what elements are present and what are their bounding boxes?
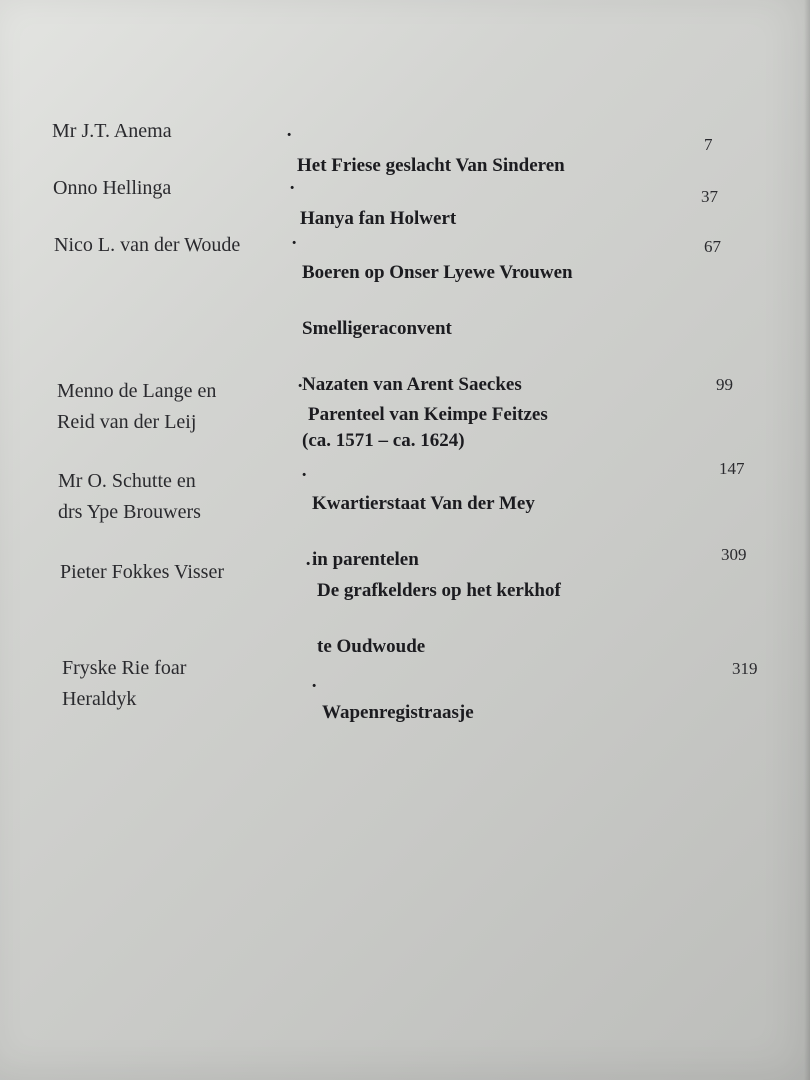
toc-title <box>322 671 474 755</box>
toc-page-number: 37 <box>701 187 718 206</box>
toc-title-line: Boeren op Onser Lyewe Vrouwen <box>302 262 573 283</box>
toc-bullet: · <box>301 465 308 486</box>
toc-page-number: 319 <box>732 659 758 678</box>
toc-title-line: Smelligeraconvent <box>302 318 452 339</box>
toc-author: Mr J.T. Anema <box>52 120 172 142</box>
toc-author: Onno Hellinga <box>53 177 172 199</box>
toc-title-line: Kwartierstaat Van der Mey <box>312 493 535 514</box>
toc-bullet: · <box>311 676 318 697</box>
toc-title-line: De grafkelders op het kerkhof <box>317 580 561 601</box>
toc-page-number: 147 <box>719 459 745 478</box>
page-edge-shadow <box>804 0 810 1080</box>
toc-author: Menno de Lange en Reid van der Leij <box>57 380 217 433</box>
toc-title-line: in parentelen <box>312 549 419 570</box>
toc-author: Mr O. Schutte en drs Ype Brouwers <box>58 470 201 523</box>
toc-bullet: · <box>289 178 296 199</box>
toc-title-line: (ca. 1571 – ca. 1624) <box>302 430 465 451</box>
toc-title <box>308 373 548 457</box>
toc-author: Nico L. van der Woude <box>54 234 241 256</box>
toc-bullet: · <box>297 376 304 397</box>
toc-title-line: Hanya fan Holwert <box>300 208 457 229</box>
toc-page-number: 67 <box>704 237 721 256</box>
toc-page-number: 99 <box>716 375 733 394</box>
toc-bullet: · <box>291 233 298 254</box>
toc-page-number: 309 <box>721 545 747 564</box>
toc-author: Fryske Rie foar Heraldyk <box>62 657 187 710</box>
toc-title-line: Nazaten van Arent Saeckes <box>302 374 522 395</box>
toc-author: Pieter Fokkes Visser <box>60 561 224 583</box>
toc-title <box>317 549 561 689</box>
toc-title-line: te Oudwoude <box>317 636 426 657</box>
toc-bullet: · <box>305 554 312 575</box>
toc-title-line: Wapenregistraasje <box>322 702 474 723</box>
toc-page-number: 7 <box>704 135 713 154</box>
toc-title-line: Het Friese geslacht Van Sinderen <box>297 155 565 176</box>
toc-title-line: Parenteel van Keimpe Feitzes <box>308 404 548 425</box>
toc-bullet: · <box>286 125 293 146</box>
